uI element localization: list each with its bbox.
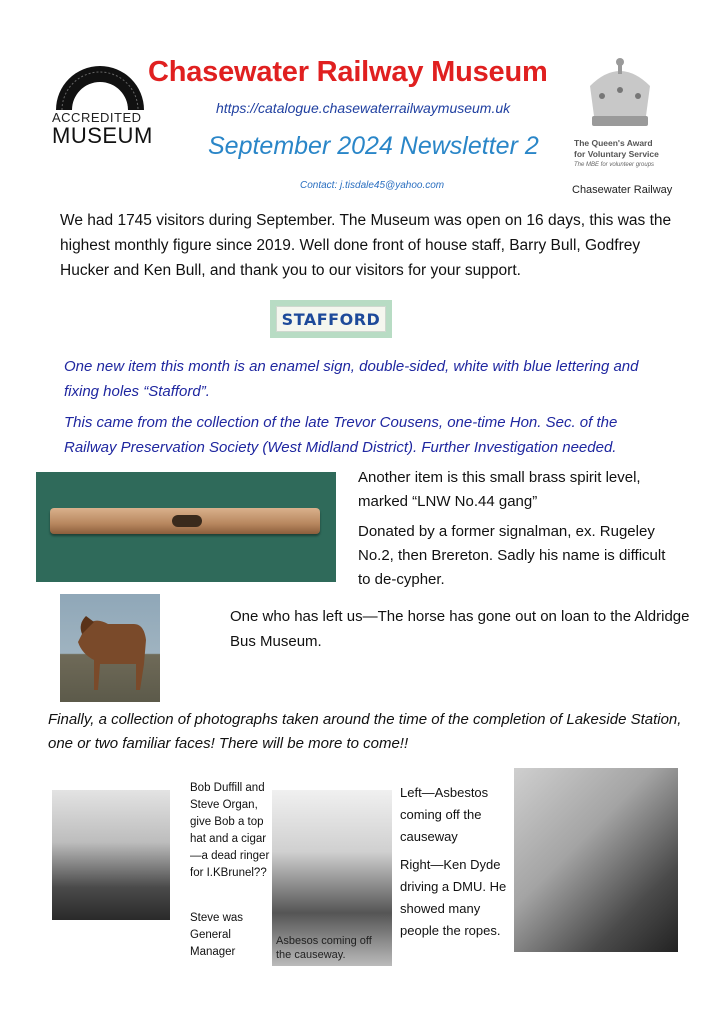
left-caption: Left—Asbestos coming off the causeway — [400, 785, 489, 844]
queens-award-tagline: The MBE for volunteer groups — [574, 162, 655, 168]
page-title: Chasewater Railway Museum — [148, 56, 548, 88]
spirit-level — [50, 508, 320, 534]
crown-icon — [582, 56, 658, 136]
level-vial — [172, 515, 202, 527]
award-holder: Chasewater Railway — [572, 184, 673, 196]
right-caption: Right—Ken Dyde driving a DMU. He showed many people the ropes. — [400, 857, 507, 938]
donor-description: Donated by a former signalman, ex. Rugeley No.2, then Brereton. Sadly his name is difficult to de-cypher. — [358, 523, 666, 588]
newsletter-heading: September 2024 Newsletter 2 — [208, 132, 539, 160]
horse-photo — [60, 594, 160, 702]
accredited-text: ACCREDITED — [52, 110, 142, 125]
steve-caption: Steve was General Manager — [190, 912, 244, 958]
sign-text: STAFFORD — [281, 309, 381, 329]
accredited-museum-logo — [54, 62, 146, 112]
queens-award-title: The Queen's Award — [574, 138, 653, 148]
intro-paragraph: We had 1745 visitors during September. The Museum was open on 16 days, this was the highest monthly figure since 2019. Well done front of house staff, Barry Bull, Godfrey Hucker and Ken Bull, and thank you to our visitors for your support. — [60, 212, 672, 279]
contact-email[interactable]: Contact: j.tisdale45@yahoo.com — [300, 180, 445, 191]
horse-paragraph: One who has left us—The horse has gone out on loan to the Aldridge Bus Museum. — [230, 608, 690, 650]
bob-steve-photo — [52, 790, 170, 920]
spirit-level-photo — [36, 472, 336, 582]
horse-figure — [60, 594, 160, 702]
bob-caption: Bob Duffill and Steve Organ, give Bob a top hat and a cigar—a dead ringer for I.KBrunel?? — [190, 782, 270, 879]
source-paragraph: This came from the collection of the late Trevor Cousens, one-time Hon. Sec. of the Railway Preservation Society (West Midland District). Further Investigation needed. — [64, 414, 618, 456]
queens-award-subtitle: for Voluntary Service — [574, 149, 659, 159]
photos-intro: Finally, a collection of photographs taken around the time of the completion of Lakeside Station, one or two familiar faces! There will be more to come!! — [48, 711, 682, 752]
stafford-sign-photo — [270, 300, 392, 338]
new-item-paragraph: One new item this month is an enamel sign, double-sided, white with blue lettering and fixing holes “Stafford”. — [64, 358, 639, 400]
catalogue-link[interactable]: https://catalogue.chasewaterrailwaymuseum.uk — [216, 100, 511, 116]
asbestos-photo-caption: Asbesos coming off the causeway. — [276, 935, 372, 961]
museum-text: MUSEUM — [52, 123, 153, 148]
spirit-level-description: Another item is this small brass spirit level, marked “LNW No.44 gang” — [358, 469, 641, 510]
ken-dyde-photo — [514, 768, 678, 952]
